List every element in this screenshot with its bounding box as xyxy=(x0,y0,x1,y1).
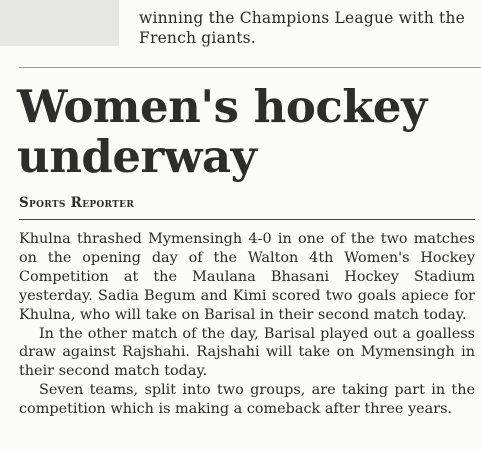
photo-placeholder xyxy=(0,0,119,46)
article-paragraph: Khulna thrashed Mymensingh 4-0 in one of the two matches on the opening day of the Walton 4th Women's Hockey Competition at the Maulana Bhasani Hockey Stadium yesterday. Sadia Begum and Kimi scored two goals apiece for Khulna, who will take on Barisal in their second match today. xyxy=(19,231,475,323)
previous-article-line: winning the Champions League with the xyxy=(139,9,466,27)
article-byline: Sports Reporter xyxy=(19,195,135,211)
article-body xyxy=(19,230,475,419)
previous-article-line: French giants. xyxy=(139,29,256,47)
section-divider xyxy=(19,67,481,68)
headline-line: Women's hockey xyxy=(17,80,427,133)
headline-line: underway xyxy=(17,130,257,183)
article-paragraph: In the other match of the day, Barisal played out a goalless draw against Rajshahi. Rajshahi will take on Mymensingh in their second match today. xyxy=(19,325,475,380)
article-paragraph: Seven teams, split into two groups, are taking part in the competition which is making a comeback after three years. xyxy=(19,382,475,418)
byline-divider xyxy=(19,219,475,220)
article-headline xyxy=(17,82,477,182)
previous-article-tail xyxy=(139,0,479,48)
